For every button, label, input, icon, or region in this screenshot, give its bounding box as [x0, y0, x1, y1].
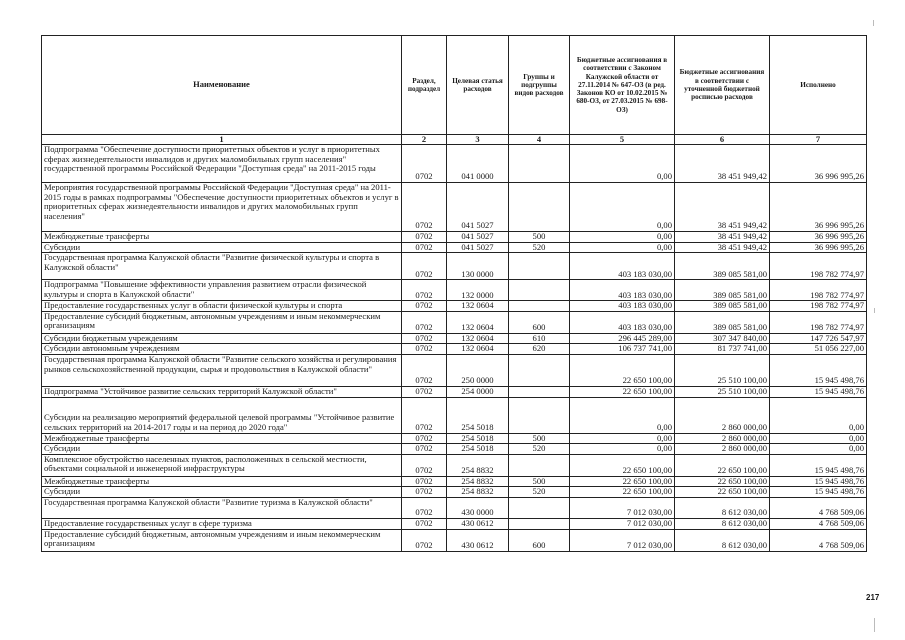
row-group [509, 183, 570, 232]
row-name: Межбюджетные трансферты [42, 232, 402, 243]
row-section: 0702 [402, 232, 447, 243]
table-row [42, 529, 867, 551]
row-group [509, 145, 570, 183]
row-executed: 15 945 498,76 [770, 487, 867, 498]
table-row [42, 311, 867, 333]
row-assign-refined: 2 860 000,00 [675, 397, 770, 433]
table-row [42, 280, 867, 301]
row-executed: 36 996 995,26 [770, 242, 867, 253]
row-executed: 0,00 [770, 433, 867, 444]
row-assign-law: 0,00 [570, 242, 675, 253]
row-name: Подпрограмма "Повышение эффективности управления развитием отрасли физической культуры и спорта в Калужской области" [42, 280, 402, 301]
row-assign-law: 7 012 030,00 [570, 497, 675, 518]
row-assign-refined: 22 650 100,00 [675, 454, 770, 476]
row-assign-law: 106 737 741,00 [570, 344, 675, 355]
row-assign-law: 22 650 100,00 [570, 354, 675, 386]
row-section: 0702 [402, 242, 447, 253]
row-assign-law: 0,00 [570, 145, 675, 183]
table-row [42, 397, 867, 433]
budget-table [41, 35, 867, 552]
row-target: 254 5018 [447, 433, 509, 444]
row-group: 520 [509, 242, 570, 253]
row-executed: 36 996 995,26 [770, 145, 867, 183]
column-number: 7 [770, 135, 867, 145]
row-assign-refined: 389 085 581,00 [675, 311, 770, 333]
row-assign-law: 0,00 [570, 444, 675, 455]
row-executed: 198 782 774,97 [770, 280, 867, 301]
row-executed: 0,00 [770, 397, 867, 433]
table-row [42, 333, 867, 344]
row-group: 520 [509, 444, 570, 455]
row-assign-refined: 389 085 581,00 [675, 253, 770, 280]
row-target: 132 0604 [447, 344, 509, 355]
row-section: 0702 [402, 354, 447, 386]
row-executed: 198 782 774,97 [770, 311, 867, 333]
row-assign-refined: 8 612 030,00 [675, 497, 770, 518]
row-group: 610 [509, 333, 570, 344]
row-assign-law: 0,00 [570, 397, 675, 433]
row-name: Комплексное обустройство населенных пунктов, расположенных в сельской местности, объектами социальной и инженерной инфраструктуры [42, 454, 402, 476]
row-target: 132 0000 [447, 280, 509, 301]
row-group: 500 [509, 433, 570, 444]
row-group: 520 [509, 487, 570, 498]
row-name: Субсидии [42, 444, 402, 455]
table-row [42, 476, 867, 487]
row-executed: 36 996 995,26 [770, 183, 867, 232]
row-target: 132 0604 [447, 311, 509, 333]
row-assign-law: 296 445 289,00 [570, 333, 675, 344]
row-group: 600 [509, 529, 570, 551]
row-target: 250 0000 [447, 354, 509, 386]
row-section: 0702 [402, 386, 447, 397]
row-assign-law: 22 650 100,00 [570, 386, 675, 397]
row-executed: 4 768 509,06 [770, 529, 867, 551]
table-row [42, 145, 867, 183]
row-section: 0702 [402, 333, 447, 344]
row-group: 500 [509, 476, 570, 487]
row-name: Предоставление субсидий бюджетным, автономным учреждениям и иным некоммерческим организациям [42, 529, 402, 551]
row-executed: 0,00 [770, 444, 867, 455]
row-target: 132 0604 [447, 333, 509, 344]
column-number: 3 [447, 135, 509, 145]
table-row [42, 301, 867, 312]
table-row [42, 497, 867, 518]
row-assign-law: 7 012 030,00 [570, 529, 675, 551]
row-group [509, 301, 570, 312]
row-name: Мероприятия государственной программы Российской Федерации "Доступная среда" на 2011-2015 годы в рамках подпрограммы "Обеспечение доступности приоритетных объектов и услуг в приоритетных сферах жизнедеятельности инвалидов и других маломобильных групп населения" [42, 183, 402, 232]
row-executed: 15 945 498,76 [770, 386, 867, 397]
row-section: 0702 [402, 497, 447, 518]
column-number-row [42, 135, 867, 145]
table-row [42, 487, 867, 498]
row-assign-law: 403 183 030,00 [570, 301, 675, 312]
budget-rows [42, 145, 867, 552]
row-assign-refined: 38 451 949,42 [675, 145, 770, 183]
row-group: 620 [509, 344, 570, 355]
row-group [509, 253, 570, 280]
table-row [42, 454, 867, 476]
scan-edge-mark [873, 20, 874, 26]
row-group [509, 280, 570, 301]
row-name: Межбюджетные трансферты [42, 476, 402, 487]
column-number: 5 [570, 135, 675, 145]
row-group [509, 497, 570, 518]
row-target: 430 0000 [447, 497, 509, 518]
table-row [42, 344, 867, 355]
row-assign-refined: 8 612 030,00 [675, 529, 770, 551]
scan-edge-mark [874, 308, 875, 313]
row-target: 254 5018 [447, 444, 509, 455]
table-row [42, 354, 867, 386]
row-target: 254 8832 [447, 487, 509, 498]
table-row [42, 444, 867, 455]
row-executed: 4 768 509,06 [770, 518, 867, 529]
row-assign-refined: 389 085 581,00 [675, 280, 770, 301]
row-assign-law: 403 183 030,00 [570, 253, 675, 280]
column-number: 4 [509, 135, 570, 145]
row-section: 0702 [402, 253, 447, 280]
row-executed: 36 996 995,26 [770, 232, 867, 243]
column-number: 6 [675, 135, 770, 145]
row-group: 600 [509, 311, 570, 333]
table-row [42, 386, 867, 397]
row-name: Межбюджетные трансферты [42, 433, 402, 444]
row-name: Субсидии автономным учреждениям [42, 344, 402, 355]
row-name: Субсидии [42, 487, 402, 498]
table-row [42, 242, 867, 253]
row-assign-law: 22 650 100,00 [570, 454, 675, 476]
header-target: Целевая статья расходов [447, 36, 509, 135]
row-section: 0702 [402, 344, 447, 355]
row-assign-refined: 22 650 100,00 [675, 487, 770, 498]
row-target: 254 5018 [447, 397, 509, 433]
budget-sheet [41, 35, 866, 552]
row-section: 0702 [402, 433, 447, 444]
row-group: 500 [509, 232, 570, 243]
row-executed: 15 945 498,76 [770, 354, 867, 386]
row-name: Предоставление субсидий бюджетным, автономным учреждениям и иным некоммерческим организациям [42, 311, 402, 333]
row-section: 0702 [402, 397, 447, 433]
row-group [509, 518, 570, 529]
header-section: Раздел, подраздел [402, 36, 447, 135]
header-assign-refined: Бюджетные ассигнования в соответствии с уточненной бюджетной росписью расходов [675, 36, 770, 135]
row-group [509, 354, 570, 386]
row-name: Государственная программа Калужской области "Развитие физической культуры и спорта в Калужской области" [42, 253, 402, 280]
row-target: 254 8832 [447, 476, 509, 487]
row-assign-refined: 2 860 000,00 [675, 444, 770, 455]
row-target: 041 0000 [447, 145, 509, 183]
row-group [509, 454, 570, 476]
column-number: 1 [42, 135, 402, 145]
row-target: 430 0612 [447, 518, 509, 529]
row-executed: 4 768 509,06 [770, 497, 867, 518]
row-executed: 147 726 547,97 [770, 333, 867, 344]
row-target: 132 0604 [447, 301, 509, 312]
row-section: 0702 [402, 145, 447, 183]
table-row [42, 518, 867, 529]
row-assign-law: 0,00 [570, 433, 675, 444]
header-assign-law: Бюджетные ассигнования в соответствии с Законом Калужской области от 27.11.2014 № 647-ОЗ (в ред. Законов КО от 10.02.2015 № 680-ОЗ, от 27.03.2015 № 698-ОЗ) [570, 36, 675, 135]
row-assign-law: 22 650 100,00 [570, 487, 675, 498]
row-name: Субсидии [42, 242, 402, 253]
row-target: 430 0612 [447, 529, 509, 551]
row-executed: 198 782 774,97 [770, 301, 867, 312]
row-target: 254 8832 [447, 454, 509, 476]
row-group [509, 386, 570, 397]
row-assign-refined: 38 451 949,42 [675, 183, 770, 232]
row-section: 0702 [402, 301, 447, 312]
row-target: 041 5027 [447, 183, 509, 232]
table-row [42, 433, 867, 444]
row-assign-refined: 25 510 100,00 [675, 354, 770, 386]
row-name: Субсидии на реализацию мероприятий федеральной целевой программы "Устойчивое развитие сельских территорий на 2014-2017 годы и на период до 2020 года" [42, 397, 402, 433]
row-name: Предоставление государственных услуг в сфере туризма [42, 518, 402, 529]
row-section: 0702 [402, 476, 447, 487]
row-assign-law: 22 650 100,00 [570, 476, 675, 487]
row-executed: 51 056 227,00 [770, 344, 867, 355]
row-assign-law: 0,00 [570, 183, 675, 232]
row-target: 041 5027 [447, 242, 509, 253]
row-assign-refined: 81 737 741,00 [675, 344, 770, 355]
row-assign-law: 0,00 [570, 232, 675, 243]
row-name: Подпрограмма "Устойчивое развитие сельских территорий Калужской области" [42, 386, 402, 397]
row-assign-refined: 8 612 030,00 [675, 518, 770, 529]
row-group [509, 397, 570, 433]
row-name: Подпрограмма "Обеспечение доступности приоритетных объектов и услуг в приоритетных сферах жизнедеятельности инвалидов и других маломобильных групп населения" государственной программы Российской Федерации "Доступная среда" на 2011-2015 годы [42, 145, 402, 183]
row-section: 0702 [402, 280, 447, 301]
row-section: 0702 [402, 487, 447, 498]
header-row [42, 36, 867, 135]
row-assign-refined: 38 451 949,42 [675, 242, 770, 253]
row-executed: 15 945 498,76 [770, 476, 867, 487]
row-section: 0702 [402, 311, 447, 333]
row-section: 0702 [402, 454, 447, 476]
row-assign-refined: 38 451 949,42 [675, 232, 770, 243]
row-executed: 198 782 774,97 [770, 253, 867, 280]
row-name: Субсидии бюджетным учреждениям [42, 333, 402, 344]
row-assign-law: 403 183 030,00 [570, 280, 675, 301]
column-number: 2 [402, 135, 447, 145]
row-executed: 15 945 498,76 [770, 454, 867, 476]
header-group: Группы и подгруппы видов расходов [509, 36, 570, 135]
row-name: Государственная программа Калужской области "Развитие сельского хозяйства и регулирования рынков сельскохозяйственной продукции, сырья и продовольствия в Калужской области" [42, 354, 402, 386]
row-target: 254 0000 [447, 386, 509, 397]
table-row [42, 183, 867, 232]
row-assign-law: 403 183 030,00 [570, 311, 675, 333]
row-name: Предоставление государственных услуг в области физической культуры и спорта [42, 301, 402, 312]
page-number: 217 [866, 593, 880, 602]
row-assign-refined: 22 650 100,00 [675, 476, 770, 487]
row-section: 0702 [402, 518, 447, 529]
row-target: 041 5027 [447, 232, 509, 243]
row-assign-refined: 389 085 581,00 [675, 301, 770, 312]
row-assign-refined: 25 510 100,00 [675, 386, 770, 397]
table-row [42, 232, 867, 243]
row-section: 0702 [402, 183, 447, 232]
row-section: 0702 [402, 529, 447, 551]
row-target: 130 0000 [447, 253, 509, 280]
scan-edge-mark [874, 618, 875, 632]
row-assign-refined: 307 347 840,00 [675, 333, 770, 344]
row-assign-law: 7 012 030,00 [570, 518, 675, 529]
table-row [42, 253, 867, 280]
header-executed: Исполнено [770, 36, 867, 135]
row-section: 0702 [402, 444, 447, 455]
row-name: Государственная программа Калужской области "Развитие туризма в Калужской области" [42, 497, 402, 518]
row-assign-refined: 2 860 000,00 [675, 433, 770, 444]
header-name: Наименование [42, 36, 402, 135]
